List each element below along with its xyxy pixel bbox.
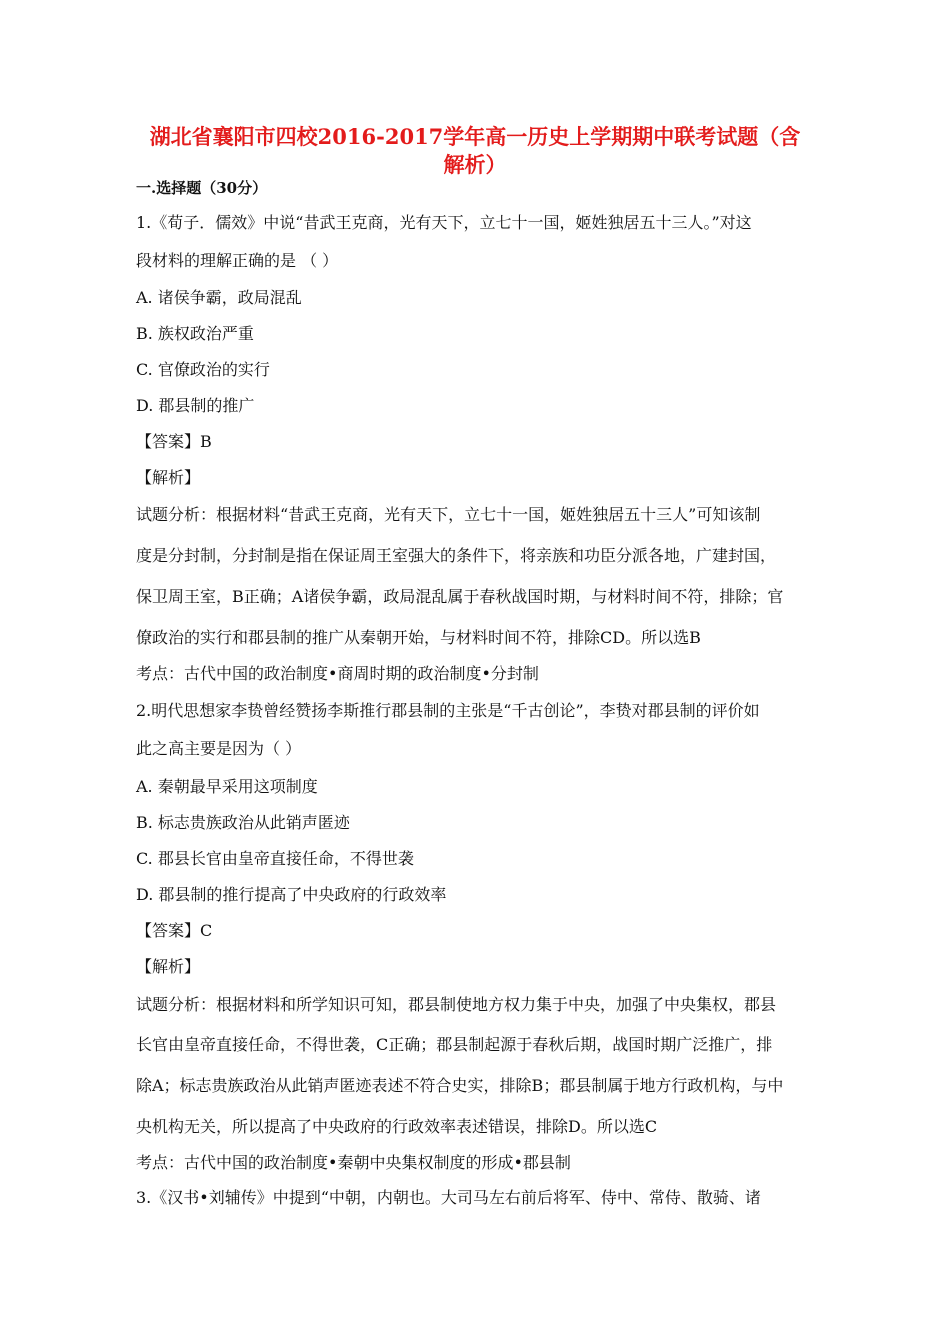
q2-analysis-line-3: 除A；标志贵族政治从此销声匿迹表述不符合史实，排除B；郡县制属于地方行政机构，与中 <box>136 1076 784 1095</box>
q2-analysis-line-1: 试题分析：根据材料和所学知识可知，郡县制使地方权力集于中央，加强了中央集权，郡县 <box>136 995 777 1014</box>
q1-option-a: A. 诸侯争霸，政局混乱 <box>136 288 302 307</box>
q2-point: 考点：古代中国的政治制度•秦朝中央集权制度的形成•郡县制 <box>136 1153 571 1172</box>
q3-stem-line-1: 3.《汉书•刘辅传》中提到“中朝，内朝也。大司马左右前后将军、侍中、常侍、散骑、诸 <box>136 1188 761 1207</box>
q1-answer: 【答案】B <box>136 432 212 451</box>
q2-answer: 【答案】C <box>136 921 213 940</box>
q1-analysis-line-2: 度是分封制，分封制是指在保证周王室强大的条件下，将亲族和功臣分派各地，广建封国， <box>136 546 777 565</box>
q2-option-a: A. 秦朝最早采用这项制度 <box>136 777 318 796</box>
q1-point: 考点：古代中国的政治制度•商周时期的政治制度•分封制 <box>136 664 539 683</box>
q2-analysis-line-4: 央机构无关，所以提高了中央政府的行政效率表述错误，排除D。所以选C <box>136 1117 658 1136</box>
q1-option-d: D. 郡县制的推广 <box>136 396 255 415</box>
q2-analysis-line-2: 长官由皇帝直接任命，不得世袭，C正确；郡县制起源于春秋后期，战国时期广泛推广，排 <box>136 1035 773 1054</box>
q2-option-c: C. 郡县长官由皇帝直接任命，不得世袭 <box>136 849 414 868</box>
q2-stem-line-1: 2.明代思想家李贽曾经赞扬李斯推行郡县制的主张是“千古创论”，李贽对郡县制的评价如 <box>136 701 760 720</box>
q1-option-b: B. 族权政治严重 <box>136 324 254 343</box>
q1-analysis-line-4: 僚政治的实行和郡县制的推广从秦朝开始，与材料时间不符，排除CD。所以选B <box>136 628 701 647</box>
document-title-line-1: 湖北省襄阳市四校2016-2017学年高一历史上学期期中联考试题（含 <box>149 124 801 149</box>
q1-analysis-label: 【解析】 <box>136 468 201 487</box>
q1-stem-line-2: 段材料的理解正确的是 （ ） <box>136 251 339 270</box>
q2-option-b: B. 标志贵族政治从此销声匿迹 <box>136 813 350 832</box>
q1-stem-line-1: 1.《荀子．儒效》中说“昔武王克商，光有天下，立七十一国，姬姓独居五十三人。”对这 <box>136 213 752 232</box>
q1-analysis-line-3: 保卫周王室，B正确；A诸侯争霸，政局混乱属于春秋战国时期，与材料时间不符，排除；官 <box>136 587 784 606</box>
q2-stem-line-2: 此之高主要是因为（ ） <box>136 739 302 758</box>
q2-analysis-label: 【解析】 <box>136 957 201 976</box>
q1-option-c: C. 官僚政治的实行 <box>136 360 270 379</box>
q1-analysis-line-1: 试题分析：根据材料“昔武王克商，光有天下，立七十一国，姬姓独居五十三人”可知该制 <box>136 505 761 524</box>
document-title-line-2: 解析） <box>443 152 507 177</box>
section-heading: 一.选择题（30分） <box>136 179 268 197</box>
q2-option-d: D. 郡县制的推行提高了中央政府的行政效率 <box>136 885 447 904</box>
